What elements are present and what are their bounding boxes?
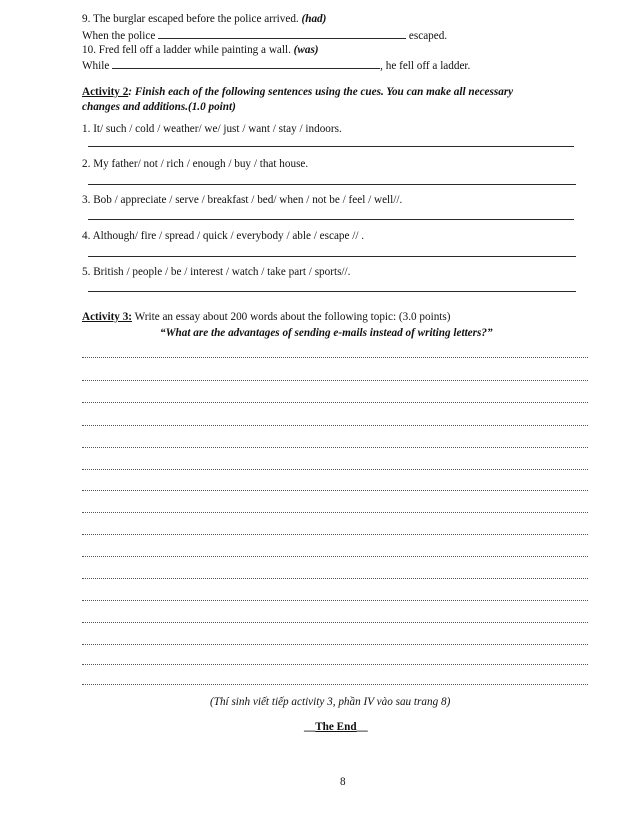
continuation-note: (Thí sinh viết tiếp activity 3, phần IV vào sau trang 8) xyxy=(210,696,451,708)
activity-3-instruction: Write an essay about 200 words about the following topic: (3.0 points) xyxy=(134,311,451,323)
writing-line-8[interactable] xyxy=(82,512,588,513)
question-10 xyxy=(82,44,319,58)
writing-line-13[interactable] xyxy=(82,622,588,623)
activity-2-item-1: 1. It/ such / cold / weather/ we/ just / want / stay / indoors. xyxy=(82,123,342,135)
writing-line-2[interactable] xyxy=(82,380,588,381)
writing-line-7[interactable] xyxy=(82,490,588,491)
answer-line-3[interactable] xyxy=(88,219,574,220)
question-9-start: When the police xyxy=(82,30,156,42)
question-9 xyxy=(82,13,326,27)
writing-line-9[interactable] xyxy=(82,534,588,535)
question-9-answer-line xyxy=(82,29,447,44)
writing-line-14[interactable] xyxy=(82,644,588,645)
question-10-end: , he fell off a ladder. xyxy=(380,60,471,72)
page-number: 8 xyxy=(340,776,346,788)
activity-2-instruction-line1: : Finish each of the following sentences using the cues. You can make all necessary xyxy=(128,86,514,98)
question-10-cue: (was) xyxy=(293,44,319,56)
answer-line-5[interactable] xyxy=(88,291,576,292)
activity-2-item-5: 5. British / people / be / interest / watch / take part / sports//. xyxy=(82,266,351,278)
writing-line-12[interactable] xyxy=(82,600,588,601)
activity-2-instruction-line2: changes and additions.(1.0 point) xyxy=(82,101,236,113)
the-end-text: The End xyxy=(315,721,357,733)
question-9-cue: (had) xyxy=(301,13,327,25)
activity-2-item-4: 4. Although/ fire / spread / quick / everybody / able / escape // . xyxy=(82,230,365,242)
the-end-prefix: __ xyxy=(304,721,316,733)
activity-2-label: Activity 2 xyxy=(82,86,129,98)
question-10-prompt: 10. Fred fell off a ladder while painting a wall. xyxy=(82,44,291,56)
question-9-prompt: 9. The burglar escaped before the police arrived. xyxy=(82,13,299,25)
answer-line-2[interactable] xyxy=(88,184,576,185)
activity-3-label: Activity 3: xyxy=(82,311,133,323)
activity-2-item-2: 2. My father/ not / rich / enough / buy / that house. xyxy=(82,158,309,170)
the-end xyxy=(304,721,368,735)
writing-line-1[interactable] xyxy=(82,357,588,358)
writing-line-5[interactable] xyxy=(82,447,588,448)
writing-line-6[interactable] xyxy=(82,469,588,470)
question-9-end: escaped. xyxy=(408,30,448,42)
writing-line-10[interactable] xyxy=(82,556,588,557)
question-9-blank[interactable] xyxy=(158,29,406,39)
activity-3-topic: “What are the advantages of sending e-mails instead of writing letters?” xyxy=(160,327,493,339)
writing-line-3[interactable] xyxy=(82,402,588,403)
writing-line-11[interactable] xyxy=(82,578,588,579)
writing-line-4[interactable] xyxy=(82,425,588,426)
answer-line-4[interactable] xyxy=(88,256,576,257)
writing-line-15[interactable] xyxy=(82,664,588,665)
activity-2-item-3: 3. Bob / appreciate / serve / breakfast / bed/ when / not be / feel / well//. xyxy=(82,194,403,206)
question-10-answer-line xyxy=(82,59,470,74)
writing-line-16[interactable] xyxy=(82,684,588,685)
the-end-suffix: __ xyxy=(356,721,368,733)
activity-3-header xyxy=(82,311,451,325)
question-10-blank[interactable] xyxy=(112,59,380,69)
question-10-start: While xyxy=(82,60,110,72)
activity-2-instruction xyxy=(82,86,608,100)
answer-line-1[interactable] xyxy=(88,146,574,147)
